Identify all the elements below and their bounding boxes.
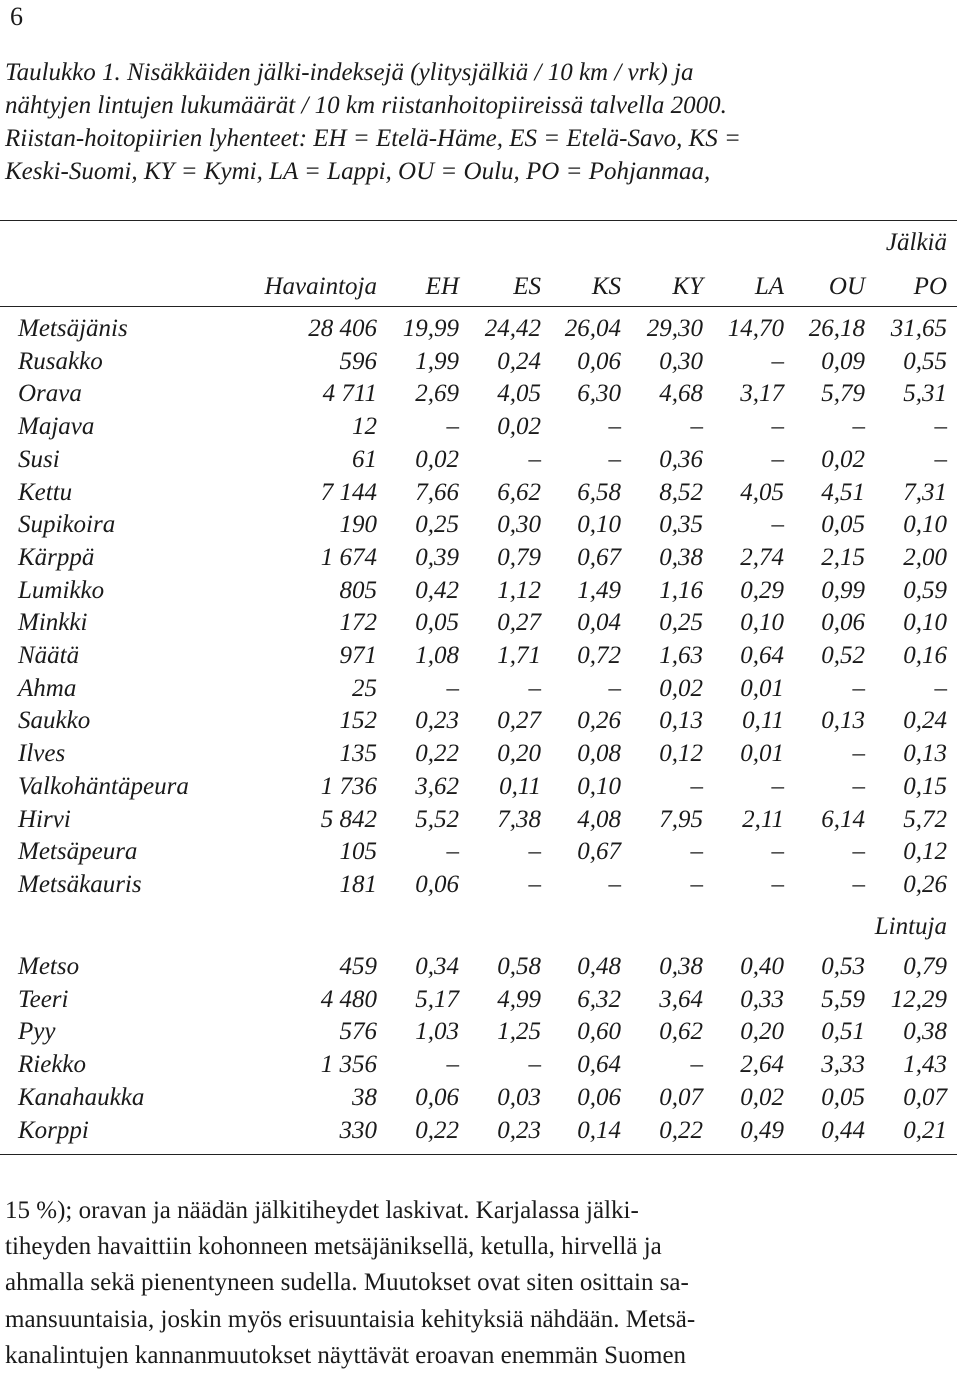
table-cell: 0,20 [740,1018,784,1046]
bird-row [0,1081,960,1114]
mammal-row [0,508,960,541]
table-cell: – [852,838,865,866]
table-cell: 0,67 [577,838,621,866]
table-cell: 0,24 [903,707,947,735]
species-name: Kärppä [18,543,95,571]
body-line: mansuuntaisia, joskin myös erisuuntaisia kehityksiä nähdään. Metsä- [5,1305,696,1333]
table-cell: – [608,445,621,473]
table-cell: 6,30 [577,380,621,408]
table-cell: 2,69 [415,380,459,408]
table-cell: 2,15 [821,543,865,571]
table-cell: 0,39 [415,543,459,571]
table-cell: 0,10 [903,609,947,637]
header-ou: OU [828,273,865,300]
bird-row [0,1048,960,1081]
table-cell: 0,06 [577,1083,621,1111]
table-cell: 4,05 [497,380,541,408]
table-cell: 0,34 [415,953,459,980]
table-cell: – [528,870,541,898]
table-cell: 0,79 [497,543,541,571]
table-cell: – [690,413,703,441]
table-cell: 2,11 [742,805,784,833]
caption-line: Keski-Suomi, KY = Kymi, LA = Lappi, OU = Oulu, PO = Pohjanmaa, [5,158,711,185]
table-cell: 0,15 [903,772,947,800]
table-cell: 0,48 [577,953,621,980]
table-cell: 0,05 [821,511,865,539]
table-cell: 576 [339,1018,377,1046]
header-la: LA [754,273,784,300]
table-cell: 1,16 [659,576,703,604]
table-cell: 5,31 [903,380,947,408]
header-eh: EH [425,273,459,300]
mammal-row [0,737,960,770]
table-cell: – [690,772,703,800]
table-cell: 459 [339,953,377,980]
table-cell: 19,99 [402,315,459,342]
table-cell: 0,40 [740,953,784,980]
table-cell: 152 [339,707,377,735]
table-cell: 5,59 [821,985,865,1013]
table-cell: 181 [339,870,377,898]
table-cell: 0,13 [821,707,865,735]
header-es: ES [513,273,541,300]
table-cell: – [934,445,947,473]
mammal-row [0,410,960,443]
species-name: Rusakko [18,347,103,375]
table-cell: – [528,674,541,702]
table-cell: 0,05 [415,609,459,637]
table-cell: 0,58 [497,953,541,980]
table-cell: 172 [339,609,377,637]
table-cell: 0,10 [740,609,784,637]
table-cell: 26,18 [808,315,865,342]
table-cell: 0,29 [740,576,784,604]
mammal-row [0,574,960,607]
table-cell: 0,30 [497,511,541,539]
table-cell: 0,04 [577,609,621,637]
table-cell: – [771,772,784,800]
table-cell: 24,42 [484,315,541,342]
mammal-row [0,639,960,672]
table-cell: 61 [352,445,377,473]
table-cell: 596 [339,347,377,375]
table-cell: – [446,838,459,866]
table-cell: – [446,413,459,441]
table-cell: 0,79 [903,953,947,980]
table-cell: – [690,838,703,866]
table-cell: 1,63 [659,642,703,669]
table-cell: 3,62 [415,772,459,800]
table-cell: – [934,413,947,441]
species-name: Hirvi [18,805,71,833]
table-cell: – [771,838,784,866]
body-paragraph [5,1193,955,1374]
table-cell: 12,29 [890,985,947,1013]
table-header-rule [0,306,957,307]
table-cell: 0,26 [903,870,947,898]
table-caption [5,56,955,188]
table-cell: 0,02 [497,413,541,441]
table-cell: 0,59 [903,576,947,604]
mammal-row [0,770,960,803]
table-cell: 4 480 [320,985,377,1013]
mammal-row [0,377,960,410]
table-cell: 3,33 [821,1051,865,1079]
table-cell: 0,02 [659,674,703,702]
table-cell: 0,38 [903,1018,947,1046]
table-cell: 2,00 [903,543,947,571]
table-cell: 0,53 [821,953,865,980]
table-cell: – [771,511,784,539]
table-cell: – [690,1051,703,1079]
table-header-row [0,270,960,303]
table-cell: – [690,870,703,898]
table-cell: 0,26 [577,707,621,735]
table-cell: 0,03 [497,1083,541,1111]
table-cell: 0,08 [577,740,621,768]
table-cell: 0,01 [740,674,784,702]
species-name: Metso [18,953,80,980]
species-name: Orava [18,380,82,408]
table-cell: – [852,674,865,702]
species-name: Valkohäntäpeura [18,772,189,800]
table-cell: – [852,740,865,768]
table-cell: 0,25 [415,511,459,539]
table-cell: 29,30 [646,315,703,342]
mammal-row [0,345,960,378]
table-cell: – [608,413,621,441]
caption-line: Taulukko 1. Nisäkkäiden jälki-indeksejä (ylitysjälkiä / 10 km / vrk) ja [5,59,694,86]
table-cell: 0,38 [659,953,703,980]
mammal-row [0,476,960,509]
table-cell: – [446,674,459,702]
table-cell: 7,31 [903,478,947,506]
table-cell: 0,49 [740,1116,784,1144]
table-cell: 0,06 [415,1083,459,1111]
table-cell: 3,64 [659,985,703,1013]
table-cell: 0,42 [415,576,459,604]
table-cell: 4,05 [740,478,784,506]
bird-row [0,1114,960,1147]
species-name: Majava [18,413,95,441]
species-name: Metsäkauris [18,870,142,898]
table-cell: 190 [339,511,377,539]
table-cell: – [934,674,947,702]
table-cell: 0,07 [903,1083,947,1111]
table-cell: 0,52 [821,642,865,669]
table-cell: 0,10 [577,511,621,539]
table-cell: 0,10 [577,772,621,800]
mammal-row [0,312,960,345]
table-cell: 5,17 [415,985,459,1013]
header-ky: KY [672,273,703,300]
species-name: Näätä [18,642,80,669]
table-cell: 105 [339,838,377,866]
header-havaintoja: Havaintoja [264,273,377,300]
table-cell: 0,20 [497,740,541,768]
table-cell: 0,62 [659,1018,703,1046]
table-cell: 0,25 [659,609,703,637]
bird-row [0,1015,960,1048]
table-cell: 1,49 [577,576,621,604]
species-name: Pyy [18,1018,56,1046]
table-cell: – [771,413,784,441]
table-cell: 1 736 [320,772,377,800]
table-cell: 26,04 [564,315,621,342]
mammal-row [0,704,960,737]
table-cell: – [771,347,784,375]
table-cell: 7,66 [415,478,459,506]
species-name: Saukko [18,707,91,735]
table-cell: 805 [339,576,377,604]
table-cell: 0,10 [903,511,947,539]
table-cell: 0,14 [577,1116,621,1144]
species-name: Susi [18,445,60,473]
mammal-row [0,541,960,574]
caption-line: nähtyjen lintujen lukumäärät / 10 km riistanhoitopiireissä talvella 2000. [5,92,727,119]
table-cell: 2,64 [740,1051,784,1079]
table-cell: 0,60 [577,1018,621,1046]
species-name: Ahma [18,674,77,702]
table-cell: 0,64 [577,1051,621,1079]
body-line: 15 %); oravan ja näädän jälkitiheydet laskivat. Karjalassa jälki- [5,1197,639,1224]
table-cell: 12 [352,413,377,441]
table-cell: 0,12 [903,838,947,866]
table-cell: – [446,1051,459,1079]
species-name: Supikoira [18,511,116,539]
table-cell: 0,05 [821,1083,865,1111]
table-cell: 7 144 [320,478,377,506]
table-cell: 4,51 [821,478,865,506]
table-cell: 0,22 [415,1116,459,1144]
table-cell: 0,01 [740,740,784,768]
table-cell: 0,13 [903,740,947,768]
table-cell: – [852,772,865,800]
table-cell: 0,30 [659,347,703,375]
table-cell: 0,38 [659,543,703,571]
species-name: Kettu [18,478,73,506]
table-cell: 7,95 [659,805,703,833]
table-cell: 0,72 [577,642,621,669]
table-cell: 1,71 [497,642,541,669]
table-cell: 28 406 [308,315,377,342]
table-cell: 2,74 [740,543,784,571]
table-cell: – [528,445,541,473]
table-cell: 0,27 [497,609,541,637]
table-cell: 8,52 [659,478,703,506]
table-top-rule [0,220,957,221]
species-name: Teeri [18,985,69,1013]
table-cell: 0,64 [740,642,784,669]
table-cell: 1,43 [903,1051,947,1079]
table-cell: 14,70 [727,315,784,342]
table-cell: 0,06 [577,347,621,375]
species-name: Metsäjänis [18,315,128,342]
species-name: Ilves [18,740,66,768]
table-cell: 0,12 [659,740,703,768]
table-cell: 1 674 [320,543,377,571]
body-line: kanalintujen kannanmuutokset näyttävät eroavan enemmän Suomen [5,1341,687,1369]
table-cell: 0,13 [659,707,703,735]
table-cell: 0,36 [659,445,703,473]
table-cell: 1,99 [415,347,459,375]
table-cell: 6,58 [577,478,621,506]
table-cell: 0,06 [415,870,459,898]
header-ks: KS [591,273,621,300]
table-cell: 0,24 [497,347,541,375]
mammal-row [0,868,960,901]
body-line: ahmalla sekä pienentyneen sudella. Muutokset ovat siten osittain sa- [5,1269,689,1297]
table-cell: 0,23 [415,707,459,735]
caption-line: Riistan-hoitopiirien lyhenteet: EH = Etelä-Häme, ES = Etelä-Savo, KS = [5,125,741,152]
table-cell: 6,32 [577,985,621,1013]
mammal-row [0,606,960,639]
table-cell: 0,22 [659,1116,703,1144]
species-name: Minkki [18,609,88,637]
table-cell: – [608,674,621,702]
table-cell: 0,02 [740,1083,784,1111]
bird-row [0,983,960,1016]
table-cell: 5,52 [415,805,459,833]
body-line: tiheyden havaittiin kohonneen metsäjäniksellä, ketulla, hirvellä ja [5,1233,662,1261]
table-cell: 0,67 [577,543,621,571]
page-number: 6 [10,2,23,31]
table-cell: 0,44 [821,1116,865,1144]
group-label-lintuja: Lintuja [874,913,947,940]
table-bottom-rule [0,1154,957,1155]
bird-row [0,950,960,983]
table-cell: 0,33 [740,985,784,1013]
table-cell: 0,06 [821,609,865,637]
table-cell: 1,12 [497,576,541,604]
table-cell: 0,11 [499,772,541,800]
table-cell: 0,09 [821,347,865,375]
table-cell: 0,21 [903,1116,947,1144]
table-cell: 0,02 [821,445,865,473]
table-cell: 6,14 [821,805,865,833]
table-cell: 1 356 [320,1051,377,1079]
table-cell: – [771,445,784,473]
table-cell: – [852,413,865,441]
mammal-row [0,835,960,868]
table-cell: 330 [339,1116,377,1144]
table-cell: 4,08 [577,805,621,833]
species-name: Korppi [18,1116,89,1144]
mammal-row [0,803,960,836]
table-cell: 4,68 [659,380,703,408]
table-cell: 3,17 [740,380,784,408]
table-cell: – [528,1051,541,1079]
table-cell: – [608,870,621,898]
species-name: Riekko [18,1051,87,1079]
table-cell: – [528,838,541,866]
header-po: PO [913,273,947,300]
table-cell: 4,99 [497,985,541,1013]
table-cell: 971 [339,642,377,669]
table-cell: 25 [352,674,377,702]
table-cell: 0,27 [497,707,541,735]
table-cell: 4 711 [322,380,377,408]
table-cell: 0,11 [742,707,784,735]
table-cell: 1,25 [497,1018,541,1046]
table-cell: 0,23 [497,1116,541,1144]
table-cell: 5,72 [903,805,947,833]
group-label-jalkia: Jälkiä [885,229,947,256]
table-cell: 0,02 [415,445,459,473]
table-cell: 0,16 [903,642,947,669]
table-cell: 31,65 [890,315,947,342]
table-cell: 5,79 [821,380,865,408]
table-cell: 1,03 [415,1018,459,1046]
mammal-row [0,672,960,705]
table-cell: – [852,870,865,898]
table-cell: 5 842 [320,805,377,833]
table-cell: 6,62 [497,478,541,506]
species-name: Lumikko [18,576,105,604]
table-cell: 0,35 [659,511,703,539]
table-cell: 38 [352,1083,377,1111]
table-cell: – [771,870,784,898]
table-cell: 7,38 [497,805,541,833]
table-cell: 0,51 [821,1018,865,1046]
table-cell: 0,55 [903,347,947,375]
table-cell: 0,99 [821,576,865,604]
table-cell: 1,08 [415,642,459,669]
table-cell: 135 [339,740,377,768]
table-cell: 0,07 [659,1083,703,1111]
species-name: Kanahaukka [18,1083,145,1111]
table-cell: 0,22 [415,740,459,768]
mammal-row [0,443,960,476]
species-name: Metsäpeura [18,838,138,866]
